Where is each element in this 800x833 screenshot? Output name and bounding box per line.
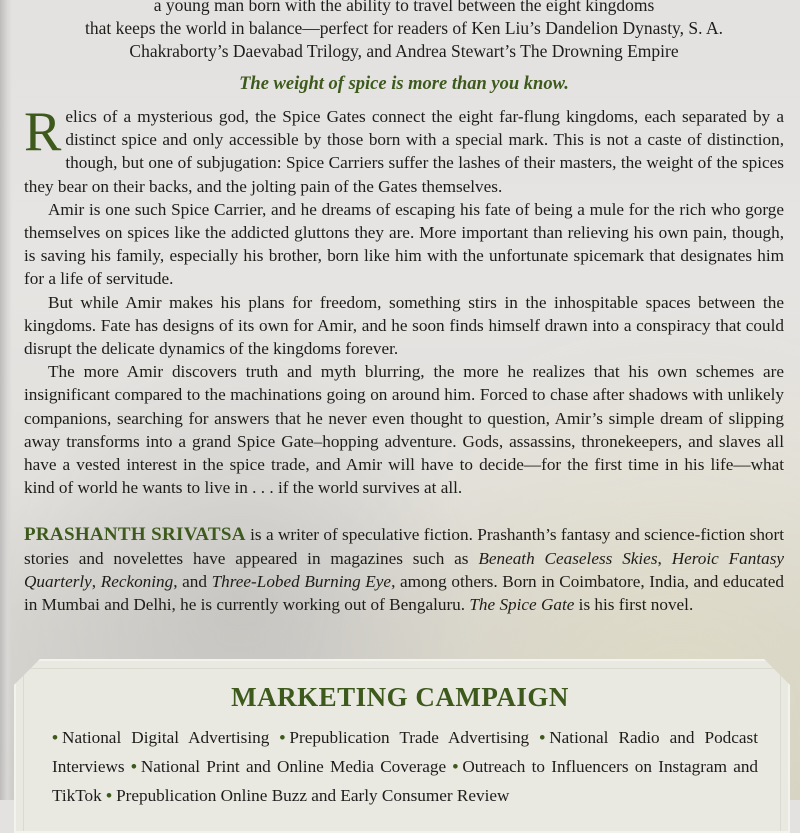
tagline: The weight of spice is more than you know. xyxy=(239,74,569,94)
marketing-item xyxy=(131,757,453,776)
comparison-blurb xyxy=(24,0,784,63)
bullet-icon: • xyxy=(106,786,113,805)
author-bio-text: , among others. Born in Coimbatore, India, and educated in Mumbai and Delhi, he is currently working out of Bengaluru. xyxy=(24,571,784,615)
magazine-title: Reckoning xyxy=(100,571,174,591)
marketing-item-label: Prepublication Online Buzz and Early Consumer Review xyxy=(116,786,510,805)
author-bio-text: is a writer of speculative fiction. Prashanth’s fantasy and science-fiction short stories and novelettes have appeared in magazines such as xyxy=(24,525,784,568)
synopsis-paragraph: Amir is one such Spice Carrier, and he dreams of escaping his fate of being a mule for the rich who gorge themselves on spices like the addicted gluttons they are. More important than relieving his own pain, though, is saving his family, especially his brother, born like him with the unfortunate spicemark that designates him for a life of servitude. xyxy=(24,199,784,289)
separator: , xyxy=(91,571,101,591)
marketing-item xyxy=(52,728,279,747)
synopsis-paragraph: But while Amir makes his plans for freedom, something stirs in the inhospitable spaces between the kingdoms. Fate has designs of its own for Amir, and he soon finds himself drawn into a conspiracy that could disrupt the delicate dynamics of the kingdoms forever. xyxy=(24,292,784,359)
synopsis-paragraph xyxy=(24,101,784,198)
magazine-title: Three-Lobed Burning Eye xyxy=(211,571,392,591)
marketing-item-label: Outreach to Influencers on Instagram and TikTok xyxy=(52,757,759,805)
page-left-edge xyxy=(0,0,12,800)
marketing-item xyxy=(279,728,539,747)
bullet-icon: • xyxy=(452,757,459,776)
synopsis xyxy=(24,101,784,499)
synopsis-paragraph-text: elics of a mysterious god, the Spice Gates connect the eight far-flung kingdoms, each separated by a distinct spice and only accessible by those born with a special mark. This is not a caste of distinction, though, but one of subjugation: Spice Carriers suffer the lashes of their masters, the weight of the spices they bear on their backs, and the jolting pain of the Gates themselves. xyxy=(24,107,784,196)
author-bio xyxy=(24,523,784,616)
marketing-title: MARKETING CAMPAIGN xyxy=(231,682,569,712)
author-name: PRASHANTH SRIVATSA xyxy=(24,524,246,546)
book-back-cover xyxy=(24,0,784,616)
author-bio-text: is his first novel. xyxy=(574,595,694,615)
marketing-item-label: National Print and Online Media Coverage xyxy=(140,757,447,776)
bullet-icon: • xyxy=(52,728,59,747)
blurb-line: a young man born with the ability to travel between the eight kingdoms xyxy=(153,0,655,15)
marketing-item-label: National Radio and Podcast Interviews xyxy=(52,728,759,776)
blurb-line: that keeps the world in balance—perfect for readers of Ken Liu’s Dandelion Dynasty, S. A. xyxy=(85,18,723,38)
marketing-list xyxy=(52,723,758,810)
synopsis-paragraph: The more Amir discovers truth and myth blurring, the more he realizes that his own schemes are insignificant compared to the machinations going on around him. Forced to chase after shadows with unlikely companions, searching for answers that he never even thought to question, Amir’s simple dream of slipping away transforms into a grand Spice Gate–hopping adventure. Gods, assassins, thronekeepers, and slaves all have a vested interest in the spice trade, and Amir will have to decide—for the first time in his life—what kind of world he wants to live in . . . if the world survives at all. xyxy=(24,362,784,498)
bullet-icon: • xyxy=(130,757,137,776)
book-title: The Spice Gate xyxy=(469,595,575,615)
drop-cap: R xyxy=(24,101,62,163)
blurb-line: Chakraborty’s Daevabad Trilogy, and Andrea Stewart’s The Drowning Empire xyxy=(129,41,679,61)
marketing-item-label: National Digital Advertising xyxy=(62,728,270,747)
bullet-icon: • xyxy=(279,728,286,747)
separator: , xyxy=(657,548,672,568)
separator: , and xyxy=(173,571,212,591)
magazine-title: Heroic Fantasy Quarterly xyxy=(24,548,785,591)
magazine-title: Beneath Ceaseless Skies xyxy=(478,548,658,568)
marketing-item xyxy=(106,786,509,805)
marketing-item-label: Prepublication Trade Advertising xyxy=(289,728,530,747)
bullet-icon: • xyxy=(539,728,546,747)
